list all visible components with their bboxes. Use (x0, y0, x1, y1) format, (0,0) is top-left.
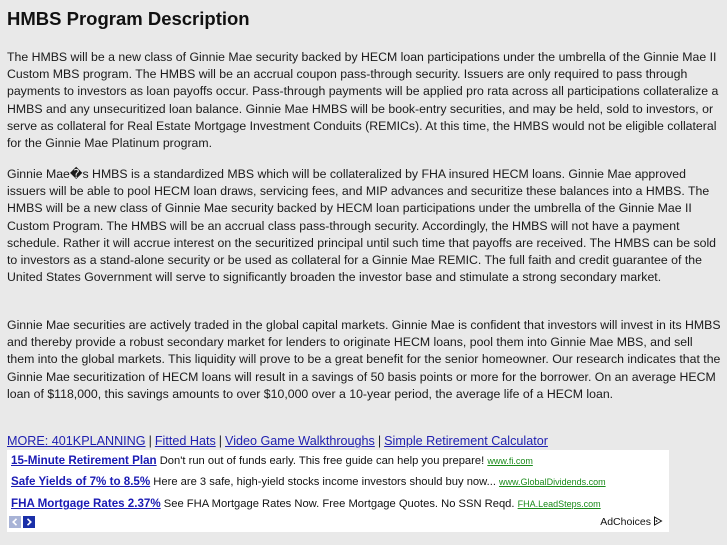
video-game-walkthroughs-link[interactable]: Video Game Walkthroughs (225, 434, 375, 448)
chevron-right-icon (25, 518, 33, 526)
adchoices-triangle-icon (653, 516, 663, 526)
ad-row (11, 496, 601, 512)
adchoices-link[interactable] (600, 516, 663, 528)
ad-next-button[interactable] (23, 516, 35, 528)
ad-url-link[interactable]: www.GlobalDividends.com (499, 477, 606, 487)
link-separator: | (218, 434, 223, 448)
page-title: HMBS Program Description (7, 8, 250, 29)
ad-box (7, 450, 669, 532)
ad-title-link[interactable]: FHA Mortgage Rates 2.37% (11, 497, 161, 510)
ad-row (11, 474, 606, 490)
paragraph-3: Ginnie Mae securities are actively traded in the global capital markets. Ginnie Mae is confident that investors will invest in its HMBS and thereby provide a robust secondary market for lenders to originate HECM loans, pool them into Ginnie Mae MBS, and sell them into the global markets. This liquidity will prove to be a great benefit for the senior homeowner. Our research indicates that the Ginnie Mae securitization of HECM loans will result in a savings of 50 basis points or more for the borrower. On an average HECM loan of $118,000, this savings amounts to over $10,000 over a 10-year period, the average life of a HECM loan. (7, 318, 721, 401)
ad-navigation (9, 516, 37, 534)
paragraph-2: Ginnie Mae�s HMBS is a standardized MBS which will be collateralized by FHA insured HECM loans. Ginnie Mae approved issuers will be able to pool HECM loan draws, servicing fees, and MIP advances and securitize these balances into a HMBS. The HMBS will be a new class of Ginnie Mae security backed by HECM loan participations under the umbrella of the Ginnie Mae II Custom Program. The HMBS will be an accrual class pass-through security. Accordingly, the HMBS will not have a payment schedule. Rather it will accrue interest on the securitized principal until such time that payoffs are received. The HMBS can be sold to investors as a stand-alone security or be used as collateral for a Ginnie Mae REMIC. The full faith and credit guarantee of the United States Government will serve to significantly broaden the investor base and stimulate a strong secondary market. (7, 167, 717, 285)
related-links (7, 433, 548, 449)
ad-url-link[interactable]: FHA.LeadSteps.com (517, 499, 601, 509)
ad-text: Here are 3 safe, high-yield stocks income investors should buy now... (153, 476, 496, 488)
simple-retirement-calculator-link[interactable]: Simple Retirement Calculator (384, 434, 548, 448)
link-separator: | (148, 434, 152, 448)
ad-row (11, 453, 533, 469)
ad-url-link[interactable]: www.fi.com (487, 456, 533, 466)
ad-text: Don't run out of funds early. This free guide can help you prepare! (159, 455, 485, 467)
ad-prev-button[interactable] (9, 516, 21, 528)
paragraph-1: The HMBS will be a new class of Ginnie Mae security backed by HECM loan participations under the umbrella of the Ginnie Mae II Custom MBS program. The HMBS will be an accrual coupon pass-through security. Issuers are only required to pass through payments to investors as loan payoffs occur. Pass-through payments will be applied pro rata across all participations collateralize a HMBS and any unsecuritized loan balance. Ginnie Mae HMBS will be book-entry securities, and may be held, sold to investors, or serve as collateral for Real Estate Mortgage Investment Conduits (REMICs). At this time, the HMBS would not be eligible collateral for the Ginnie Mae Platinum program. (7, 50, 719, 151)
link-separator: | (377, 434, 382, 448)
adchoices-label: AdChoices (600, 516, 651, 528)
ad-title-link[interactable]: 15-Minute Retirement Plan (11, 454, 157, 467)
ad-text: See FHA Mortgage Rates Now. Free Mortgage Quotes. No SSN Reqd. (163, 498, 515, 510)
chevron-left-icon (11, 518, 19, 526)
fitted-hats-link[interactable]: Fitted Hats (154, 434, 216, 448)
more-401kplanning-link[interactable]: MORE: 401KPLANNING (7, 434, 146, 448)
ad-title-link[interactable]: Safe Yields of 7% to 8.5% (11, 475, 151, 488)
